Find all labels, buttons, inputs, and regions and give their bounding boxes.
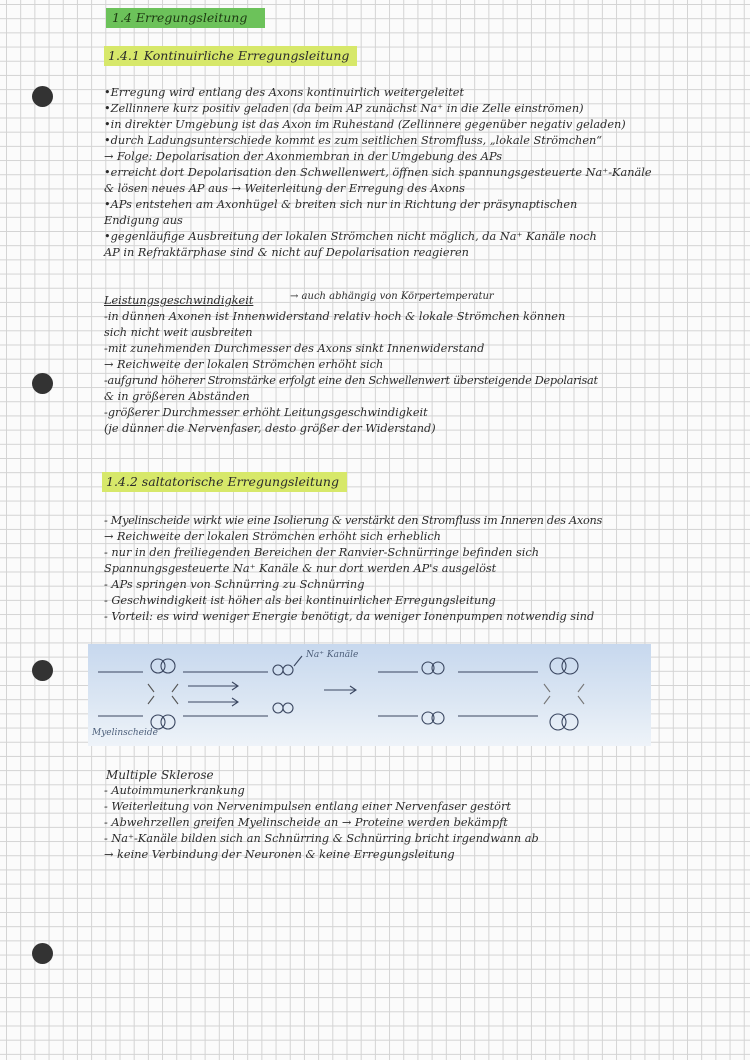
text-line: -aufgrund höherer Stromstärke erfolgt eine den Schwellenwert übersteigende Depolarisat (104, 374, 598, 387)
section-heading: 1.4.1 Kontinuirliche Erregungsleitung (104, 48, 357, 63)
figure-label-myelin: Myelinscheide (92, 728, 158, 738)
text-line: •APs entstehen am Axonhügel & breiten sich nur in Richtung der präsynaptischen (104, 198, 578, 211)
text-line: - Abwehrzellen greifen Myelinscheide an → Proteine werden bekämpft (104, 816, 508, 829)
text-line: - Vorteil: es wird weniger Energie benötigt, da weniger Ionenpumpen notwendig sind (104, 610, 595, 623)
binder-hole (32, 660, 53, 681)
subheading-note: → auch abhängig von Körpertemperatur (290, 291, 494, 302)
text-line: AP in Refraktärphase sind & nicht auf Depolarisation reagieren (104, 246, 469, 259)
text-line: (je dünner die Nervenfaser, desto größer der Widerstand) (104, 422, 436, 435)
text-line: •durch Ladungsunterschiede kommt es zum seitlichen Stromfluss, „lokale Strömchen“ (104, 134, 603, 147)
figure-label-channels: Na⁺ Kanäle (306, 650, 359, 660)
text-line: → Reichweite der lokalen Strömchen erhöht sich (104, 358, 384, 371)
text-line: -größerer Durchmesser erhöht Leitungsgeschwindigkeit (104, 406, 428, 419)
text-line: -mit zunehmenden Durchmesser des Axons sinkt Innenwiderstand (104, 342, 485, 355)
text-line: & in größeren Abständen (104, 390, 250, 403)
text-line: → keine Verbindung der Neuronen & keine Erregungsleitung (104, 848, 455, 861)
text-line: - Autoimmunerkrankung (104, 784, 245, 797)
binder-hole (32, 943, 53, 964)
text-line: •in direkter Umgebung ist das Axon im Ruhestand (Zellinnere gegenüber negativ geladen) (104, 118, 626, 131)
section-heading: 1.4.2 saltatorische Erregungsleitung (102, 474, 347, 489)
text-line: •gegenläufige Ausbreitung der lokalen Strömchen nicht möglich, da Na⁺ Kanäle noch (104, 230, 597, 243)
page-title: 1.4 Erregungsleitung (106, 10, 265, 25)
axon-sketch (88, 644, 651, 746)
text-line: - Geschwindigkeit ist höher als bei kontinuirlicher Erregungsleitung (104, 594, 496, 607)
text-line: - Na⁺-Kanäle bilden sich an Schnürring & Schnürring bricht irgendwann ab (104, 832, 539, 845)
text-line: •Erregung wird entlang des Axons kontinuirlich weitergeleitet (104, 86, 465, 99)
text-line: •Zellinnere kurz positiv geladen (da beim AP zunächst Na⁺ in die Zelle einströmen) (104, 102, 584, 115)
text-line: & lösen neues AP aus → Weiterleitung der Erregung des Axons (104, 182, 465, 195)
binder-hole (32, 373, 53, 394)
text-line: -in dünnen Axonen ist Innenwiderstand relativ hoch & lokale Strömchen können (104, 310, 566, 323)
text-line: - APs springen von Schnürring zu Schnürring (104, 578, 365, 591)
text-line: → Folge: Depolarisation der Axonmembran in der Umgebung des APs (104, 150, 503, 163)
subheading: Multiple Sklerose (106, 768, 214, 782)
text-line: sich nicht weit ausbreiten (104, 326, 253, 339)
text-line: - nur in den freiliegenden Bereichen der Ranvier-Schnürringe befinden sich (104, 546, 540, 559)
text-line: → Reichweite der lokalen Strömchen erhöht sich erheblich (104, 530, 441, 543)
text-line: Endigung aus (104, 214, 183, 227)
text-line: - Myelinscheide wirkt wie eine Isolierung & verstärkt den Stromfluss im Inneren des Axons (104, 514, 602, 527)
text-line: Spannungsgesteuerte Na⁺ Kanäle & nur dort werden AP's ausgelöst (104, 562, 497, 575)
text-line: •erreicht dort Depolarisation den Schwellenwert, öffnen sich spannungsgesteuerte Na⁺-Kanäle (104, 166, 652, 179)
binder-hole (32, 86, 53, 107)
text-line: - Weiterleitung von Nervenimpulsen entlang einer Nervenfaser gestört (104, 800, 511, 813)
axon-drawing (88, 644, 651, 746)
subheading: Leistungsgeschwindigkeit (104, 294, 254, 307)
